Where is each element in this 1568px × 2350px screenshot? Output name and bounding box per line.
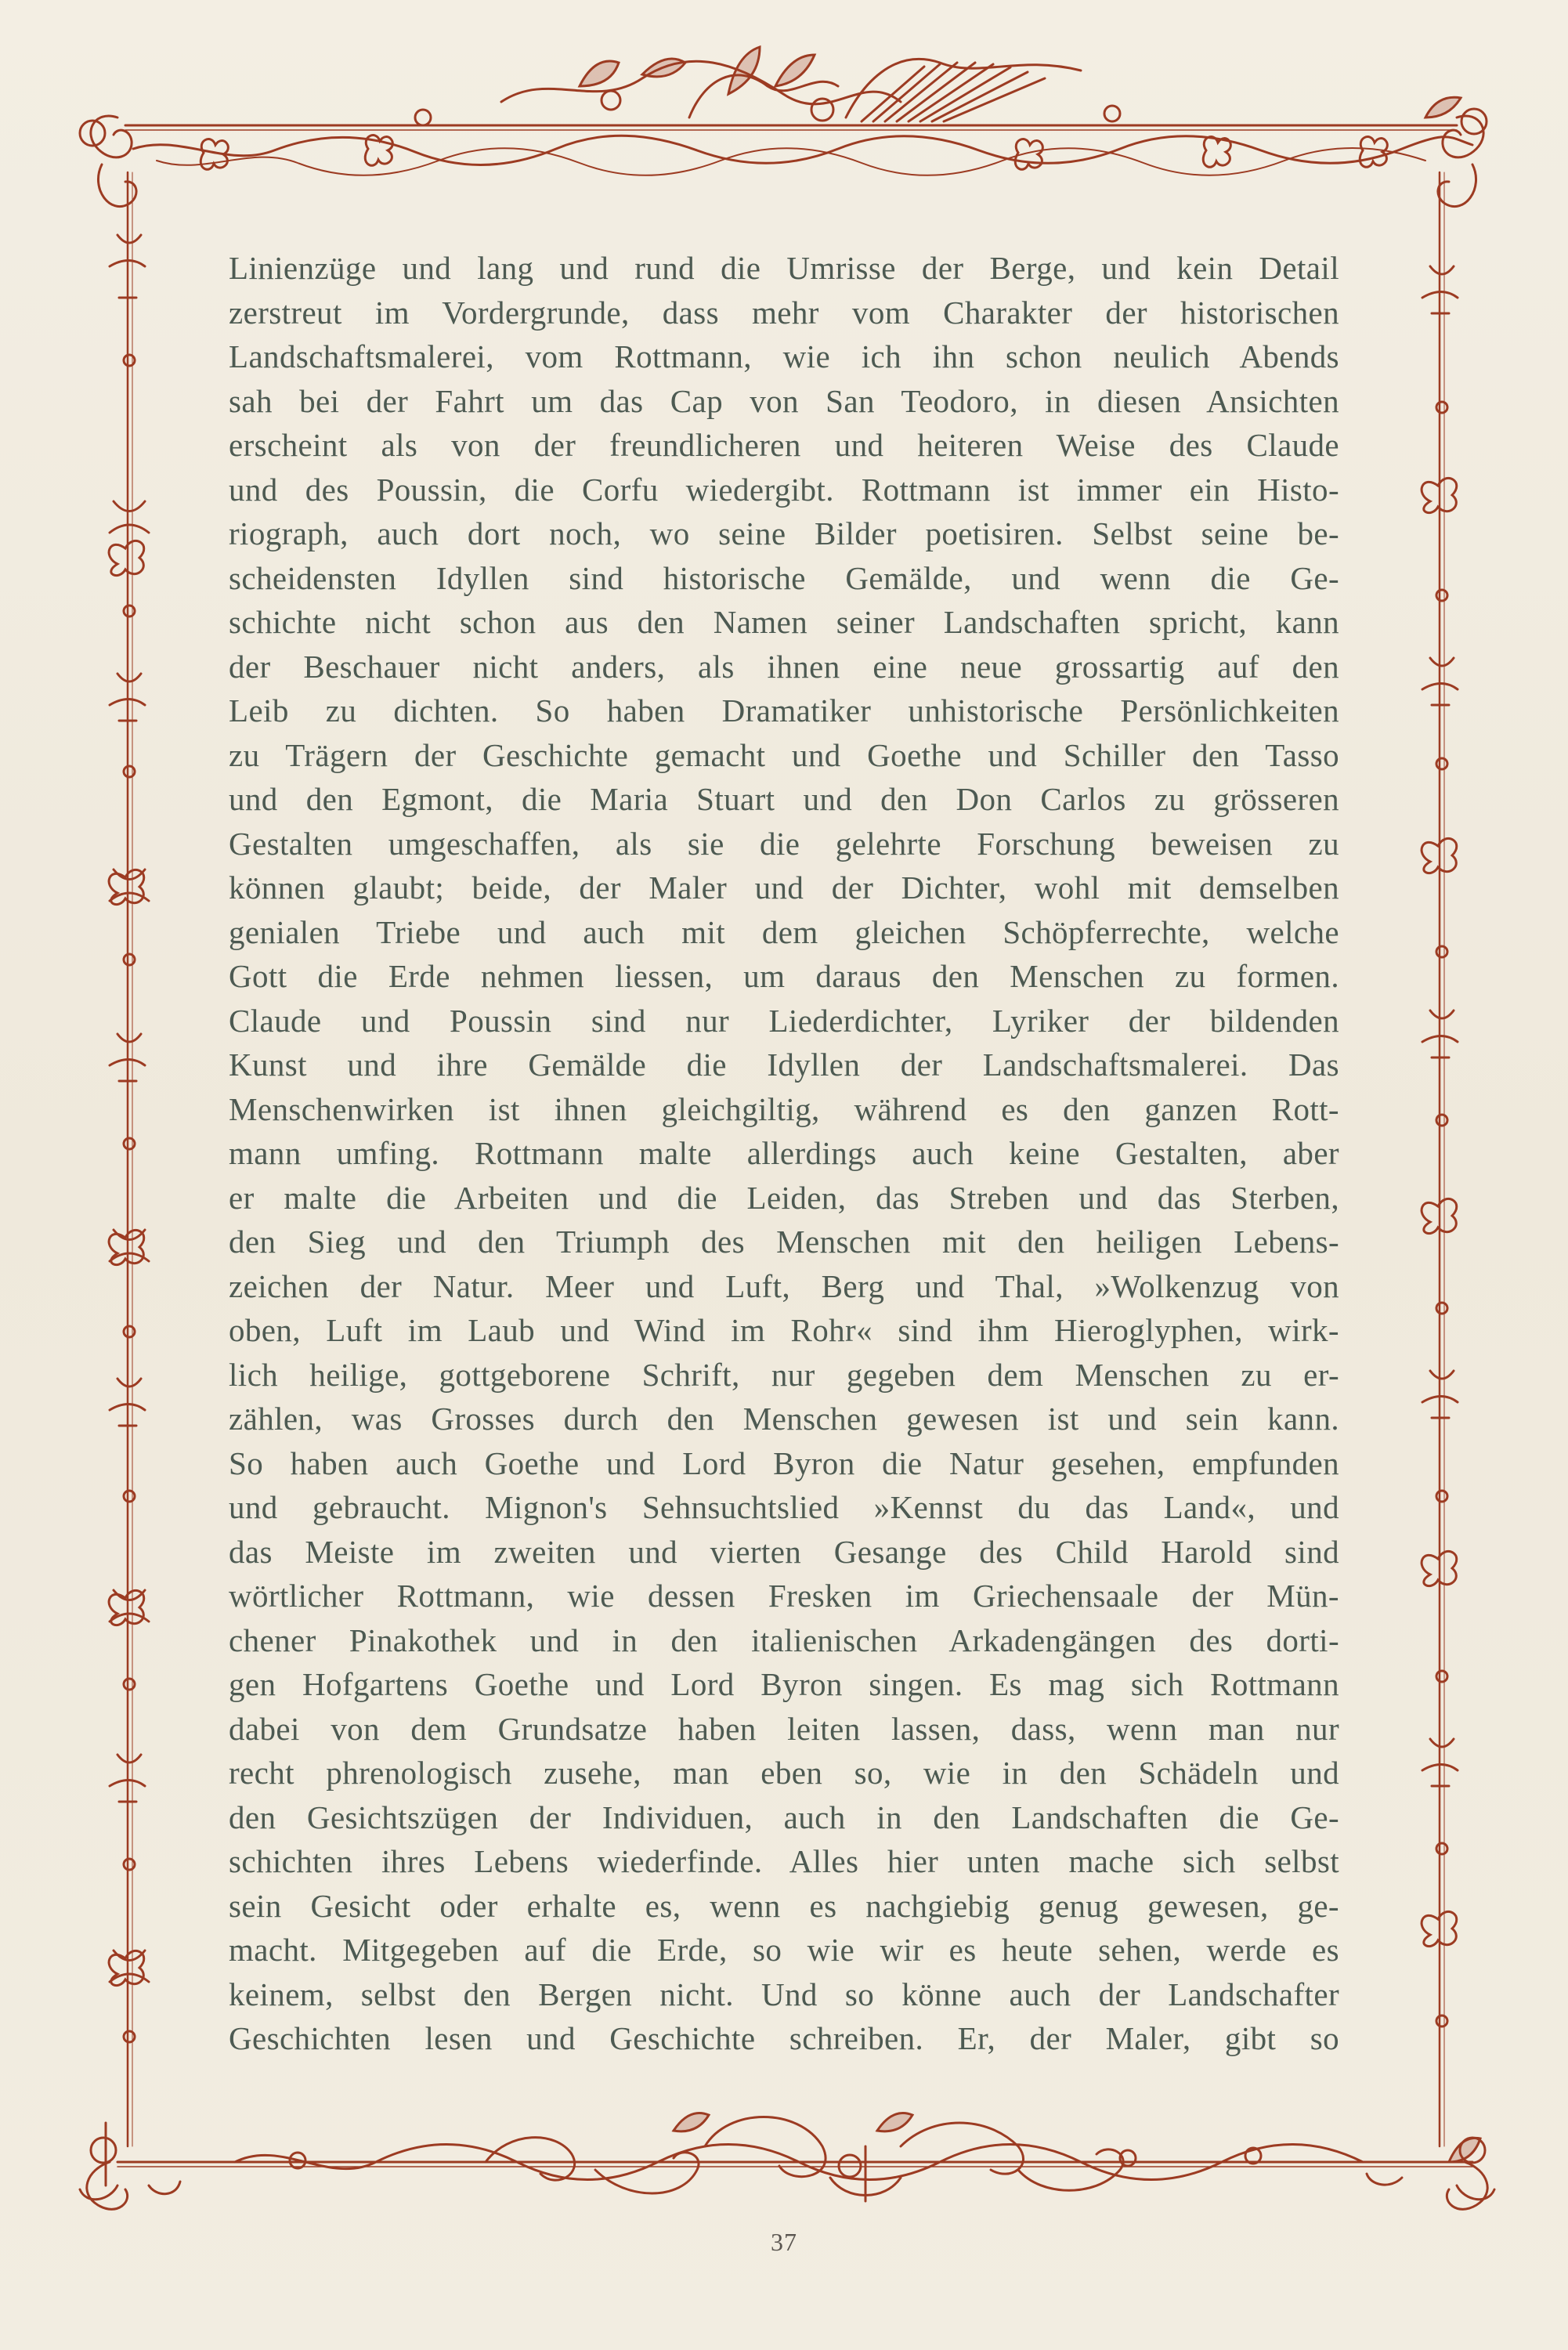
text-line: zerstreut im Vordergrunde, dass mehr vom Charakter der historischen (229, 294, 1339, 331)
text-line: den Gesichtszügen der Individuen, auch in den Landschaften die Ge- (229, 1799, 1339, 1835)
left-border-ornament (109, 172, 149, 2146)
text-line: riograph, auch dort noch, wo seine Bilder poetisiren. Selbst seine be- (229, 515, 1339, 551)
text-line: gen Hofgartens Goethe und Lord Byron singen. Es mag sich Rottmann (229, 1666, 1339, 1702)
text-line: Landschaftsmalerei, vom Rottmann, wie ich ihn schon neulich Abends (229, 338, 1339, 374)
text-line: Claude und Poussin sind nur Liederdichter, Lyriker der bildenden (229, 1002, 1339, 1039)
text-line: Gott die Erde nehmen liessen, um daraus den Menschen zu formen. (229, 958, 1339, 994)
text-line: dabei von dem Grundsatze haben leiten lassen, dass, wenn man nur (229, 1710, 1339, 1747)
text-line: das Meiste im zweiten und vierten Gesange des Child Harold sind (229, 1533, 1339, 1570)
text-line: Menschenwirken ist ihnen gleichgiltig, während es den ganzen Rott- (229, 1090, 1339, 1127)
text-line: zeichen der Natur. Meer und Luft, Berg und Thal, »Wolkenzug von (229, 1267, 1339, 1304)
text-line: und den Egmont, die Maria Stuart und den Don Carlos zu grösseren (229, 781, 1339, 817)
text-line: der Beschauer nicht anders, als ihnen eine neue grossartig auf den (229, 648, 1339, 685)
text-line: zählen, was Grosses durch den Menschen gewesen ist und sein kann. (229, 1401, 1339, 1437)
text-line: Gestalten umgeschaffen, als sie die gelehrte Forschung beweisen zu (229, 825, 1339, 862)
text-line: schichte nicht schon aus den Namen seiner Landschaften spricht, kann (229, 604, 1339, 640)
text-line: keinem, selbst den Bergen nicht. Und so könne auch der Landschafter (229, 1976, 1339, 2012)
text-line: sah bei der Fahrt um das Cap von San Teodoro, in diesen Ansichten (229, 382, 1339, 419)
text-line: genialen Triebe und auch mit dem gleichen Schöpferrechte, welche (229, 913, 1339, 950)
text-line: Kunst und ihre Gemälde die Idyllen der Landschaftsmalerei. Das (229, 1047, 1339, 1083)
top-border-ornament (80, 47, 1487, 207)
text-line: oben, Luft im Laub und Wind im Rohr« sind ihm Hieroglyphen, wirk- (229, 1312, 1339, 1348)
text-line: macht. Mitgegeben auf die Erde, so wie wir es heute sehen, werde es (229, 1932, 1339, 1968)
text-line: Geschichten lesen und Geschichte schreiben. Er, der Maler, gibt so (229, 2020, 1339, 2056)
bottom-border-ornament (80, 2113, 1494, 2210)
text-line: Linienzüge und lang und rund die Umrisse der Berge, und kein Detail (229, 250, 1339, 286)
text-line: recht phrenologisch zusehe, man eben so, wie in den Schädeln und (229, 1755, 1339, 1791)
text-line: mann umfing. Rottmann malte allerdings auch keine Gestalten, aber (229, 1135, 1339, 1171)
text-line: wörtlicher Rottmann, wie dessen Fresken im Griechensaale der Mün- (229, 1578, 1339, 1614)
text-line: können glaubt; beide, der Maler und der Dichter, wohl mit demselben (229, 870, 1339, 906)
text-line: lich heilige, gottgeborene Schrift, nur gegeben dem Menschen zu er- (229, 1356, 1339, 1393)
text-line: er malte die Arbeiten und die Leiden, das Streben und das Sterben, (229, 1179, 1339, 1216)
text-line: chener Pinakothek und in den italienischen Arkadengängen des dorti- (229, 1622, 1339, 1658)
text-line: scheidensten Idyllen sind historische Gemälde, und wenn die Ge- (229, 559, 1339, 596)
page-number: 37 (771, 2228, 797, 2256)
text-line: sein Gesicht oder erhalte es, wenn es nachgiebig genug gewesen, ge- (229, 1887, 1339, 1924)
text-line: schichten ihres Lebens wiederfinde. Alles hier unten mache sich selbst (229, 1843, 1339, 1879)
body-text (229, 246, 1339, 2102)
text-line: Leib zu dichten. So haben Dramatiker unhistorische Persönlichkeiten (229, 692, 1339, 728)
text-line: So haben auch Goethe und Lord Byron die Natur gesehen, empfunden (229, 1444, 1339, 1481)
text-line: und gebraucht. Mignon's Sehnsuchtslied »Kennst du das Land«, und (229, 1489, 1339, 1525)
text-line: zu Trägern der Geschichte gemacht und Goethe und Schiller den Tasso (229, 736, 1339, 773)
text-line: den Sieg und den Triumph des Menschen mit den heiligen Lebens- (229, 1224, 1339, 1260)
text-line: erscheint als von der freundlicheren und heiteren Weise des Claude (229, 427, 1339, 463)
right-border-ornament (1422, 172, 1458, 2146)
text-line: und des Poussin, die Corfu wiedergibt. Rottmann ist immer ein Histo- (229, 471, 1339, 508)
